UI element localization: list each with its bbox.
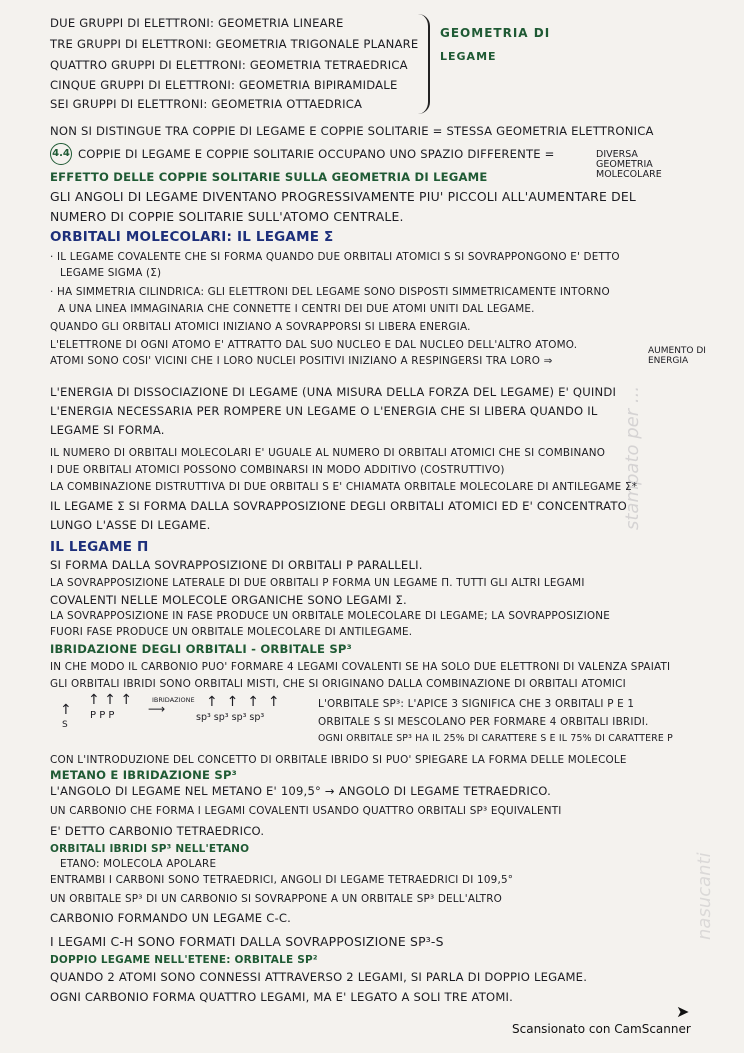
section-heading: DOPPIO LEGAME NELL'ETENE: ORBITALE SP² bbox=[50, 954, 318, 966]
watermark: stampato per ... bbox=[622, 385, 643, 530]
body-line: LEGAME SIGMA (Σ) bbox=[60, 267, 162, 279]
body-line: OGNI ORBITALE SP³ HA IL 25% DI CARATTERE S E IL 75% DI CARATTERE P bbox=[318, 733, 673, 744]
body-line: · IL LEGAME COVALENTE CHE SI FORMA QUANDO DUE ORBITALI ATOMICI S SI SOVRAPPONGONO E' DETTO bbox=[50, 251, 620, 263]
corner-arrow-icon: ➤ bbox=[676, 1002, 690, 1021]
body-line: LA SOVRAPPOSIZIONE IN FASE PRODUCE UN ORBITALE MOLECOLARE DI LEGAME; LA SOVRAPPOSIZIONE bbox=[50, 610, 611, 622]
scanner-footer: Scansionato con CamScanner bbox=[512, 1022, 691, 1036]
body-line: FUORI FASE PRODUCE UN ORBITALE MOLECOLARE DI ANTILEGAME. bbox=[50, 626, 413, 638]
note-number: 4.4 bbox=[50, 143, 72, 165]
body-line: LUNGO L'ASSE DI LEGAME. bbox=[50, 518, 211, 532]
body-line: LA COMBINAZIONE DISTRUTTIVA DI DUE ORBITALI S E' CHIAMATA ORBITALE MOLECOLARE DI ANTILEGAME Σ* bbox=[50, 481, 638, 493]
body-line: QUANDO 2 ATOMI SONO CONNESSI ATTRAVERSO 2 LEGAMI, SI PARLA DI DOPPIO LEGAME. bbox=[50, 970, 588, 984]
section-heading: ORBITALI MOLECOLARI: IL LEGAME Σ bbox=[50, 229, 334, 245]
brace bbox=[418, 14, 430, 114]
body-line: COPPIE DI LEGAME E COPPIE SOLITARIE OCCUPANO UNO SPAZIO DIFFERENTE = bbox=[78, 147, 555, 161]
list-item: TRE GRUPPI DI ELETTRONI: GEOMETRIA TRIGONALE PLANARE bbox=[50, 37, 419, 51]
section-heading: IBRIDAZIONE DEGLI ORBITALI - ORBITALE SP³ bbox=[50, 642, 352, 656]
body-line: L'ANGOLO DI LEGAME NEL METANO E' 109,5° → ANGOLO DI LEGAME TETRAEDRICO. bbox=[50, 784, 551, 798]
hybridization-diagram bbox=[60, 692, 310, 732]
list-item: DUE GRUPPI DI ELETTRONI: GEOMETRIA LINEARE bbox=[50, 16, 344, 30]
body-line: I LEGAMI C-H SONO FORMATI DALLA SOVRAPPOSIZIONE SP³-S bbox=[50, 934, 444, 949]
body-line: UN ORBITALE SP³ DI UN CARBONIO SI SOVRAPPONE A UN ORBITALE SP³ DELL'ALTRO bbox=[50, 893, 503, 905]
body-line: GLI ORBITALI IBRIDI SONO ORBITALI MISTI, CHE SI ORIGINANO DALLA COMBINAZIONE DI ORBITALI ATOMICI bbox=[50, 678, 626, 690]
diverse-note: DIVERSA GEOMETRIA MOLECOLARE bbox=[596, 149, 662, 180]
body-line: I DUE ORBITALI ATOMICI POSSONO COMBINARSI IN MODO ADDITIVO (COSTRUTTIVO) bbox=[50, 464, 505, 476]
body-line: E' DETTO CARBONIO TETRAEDRICO. bbox=[50, 824, 265, 838]
body-line: OGNI CARBONIO FORMA QUATTRO LEGAMI, MA E' LEGATO A SOLI TRE ATOMI. bbox=[50, 990, 514, 1004]
body-line: IL LEGAME Σ SI FORMA DALLA SOVRAPPOSIZIONE DEGLI ORBITALI ATOMICI ED E' CONCENTRATO bbox=[50, 499, 627, 513]
body-line: LEGAME SI FORMA. bbox=[50, 423, 165, 437]
section-heading: METANO E IBRIDAZIONE SP³ bbox=[50, 768, 237, 782]
watermark: nasucanti bbox=[694, 852, 715, 940]
ibridazione-label: IBRIDAZIONE bbox=[152, 696, 195, 704]
list-item: SEI GRUPPI DI ELETTRONI: GEOMETRIA OTTAEDRICA bbox=[50, 97, 363, 111]
body-line: UN CARBONIO CHE FORMA I LEGAMI COVALENTI USANDO QUATTRO ORBITALI SP³ EQUIVALENTI bbox=[50, 805, 562, 817]
body-line: L'ORBITALE SP³: L'APICE 3 SIGNIFICA CHE 3 ORBITALI P E 1 bbox=[318, 698, 635, 710]
list-item: CINQUE GRUPPI DI ELETTRONI: GEOMETRIA BIPIRAMIDALE bbox=[50, 78, 398, 92]
arrows-sp3: ↑ ↑ ↑ ↑ bbox=[206, 694, 280, 710]
body-line: LA SOVRAPPOSIZIONE LATERALE DI DUE ORBITALI P FORMA UN LEGAME Π. TUTTI GLI ALTRI LEGAMI bbox=[50, 577, 585, 589]
arrow-s: ↑ bbox=[60, 702, 72, 718]
section-heading: ORBITALI IBRIDI SP³ NELL'ETANO bbox=[50, 843, 250, 855]
body-line: NON SI DISTINGUE TRA COPPIE DI LEGAME E COPPIE SOLITARIE = STESSA GEOMETRIA ELETTRONICA bbox=[50, 124, 654, 138]
body-line: ORBITALE S SI MESCOLANO PER FORMARE 4 ORBITALI IBRIDI. bbox=[318, 716, 649, 728]
body-line: L'ENERGIA NECESSARIA PER ROMPERE UN LEGAME O L'ENERGIA CHE SI LIBERA QUANDO IL bbox=[50, 404, 598, 418]
body-line: L'ELETTRONE DI OGNI ATOMO E' ATTRATTO DAL SUO NUCLEO E DAL NUCLEO DELL'ALTRO ATOMO. bbox=[50, 339, 578, 351]
body-line: IL NUMERO DI ORBITALI MOLECOLARI E' UGUALE AL NUMERO DI ORBITALI ATOMICI CHE SI COMBINANO bbox=[50, 447, 606, 459]
energy-note: AUMENTO DI ENERGIA bbox=[648, 346, 706, 366]
body-line: CON L'INTRODUZIONE DEL CONCETTO DI ORBITALE IBRIDO SI PUO' SPIEGARE LA FORMA DELLE MOLECOLE bbox=[50, 754, 627, 766]
body-line: ENTRAMBI I CARBONI SONO TETRAEDRICI, ANGOLI DI LEGAME TETRAEDRICI DI 109,5° bbox=[50, 874, 514, 886]
list-item: QUATTRO GRUPPI DI ELETTRONI: GEOMETRIA TETRAEDRICA bbox=[50, 58, 408, 72]
body-line: NUMERO DI COPPIE SOLITARIE SULL'ATOMO CENTRALE. bbox=[50, 209, 404, 224]
side-title-2: LEGAME bbox=[440, 50, 497, 63]
body-line: IN CHE MODO IL CARBONIO PUO' FORMARE 4 LEGAMI COVALENTI SE HA SOLO DUE ELETTRONI DI VALENZA SPAIATI bbox=[50, 661, 671, 673]
body-line: L'ENERGIA DI DISSOCIAZIONE DI LEGAME (UNA MISURA DELLA FORZA DEL LEGAME) E' QUINDI bbox=[50, 385, 617, 399]
section-heading: IL LEGAME Π bbox=[50, 539, 149, 555]
p-labels: P P P bbox=[90, 710, 115, 721]
body-line: A UNA LINEA IMMAGINARIA CHE CONNETTE I CENTRI DEI DUE ATOMI UNITI DAL LEGAME. bbox=[58, 303, 535, 315]
sp3-labels: sp³ sp³ sp³ sp³ bbox=[196, 712, 265, 723]
body-line: ATOMI SONO COSI' VICINI CHE I LORO NUCLEI POSITIVI INIZIANO A RESPINGERSI TRA LORO ⇒ bbox=[50, 355, 553, 367]
side-title-1: GEOMETRIA DI bbox=[440, 26, 551, 40]
body-line: SI FORMA DALLA SOVRAPPOSIZIONE DI ORBITALI P PARALLELI. bbox=[50, 558, 423, 572]
body-line: GLI ANGOLI DI LEGAME DIVENTANO PROGRESSIVAMENTE PIU' PICCOLI ALL'AUMENTARE DEL bbox=[50, 189, 637, 204]
body-line: CARBONIO FORMANDO UN LEGAME C-C. bbox=[50, 911, 292, 925]
arrows: ↑ ↑ ↑ bbox=[88, 692, 133, 708]
body-line: · HA SIMMETRIA CILINDRICA: GLI ELETTRONI DEL LEGAME SONO DISPOSTI SIMMETRICAMENTE INTORNO bbox=[50, 286, 610, 298]
body-line: QUANDO GLI ORBITALI ATOMICI INIZIANO A SOVRAPPORSI SI LIBERA ENERGIA. bbox=[50, 321, 471, 333]
section-heading: EFFETTO DELLE COPPIE SOLITARIE SULLA GEOMETRIA DI LEGAME bbox=[50, 170, 488, 184]
arrow-right-icon: ⟶ bbox=[148, 702, 166, 716]
s-label: S bbox=[62, 720, 68, 730]
body-line: COVALENTI NELLE MOLECOLE ORGANICHE SONO LEGAMI Σ. bbox=[50, 593, 407, 607]
body-line: ETANO: MOLECOLA APOLARE bbox=[60, 858, 217, 870]
